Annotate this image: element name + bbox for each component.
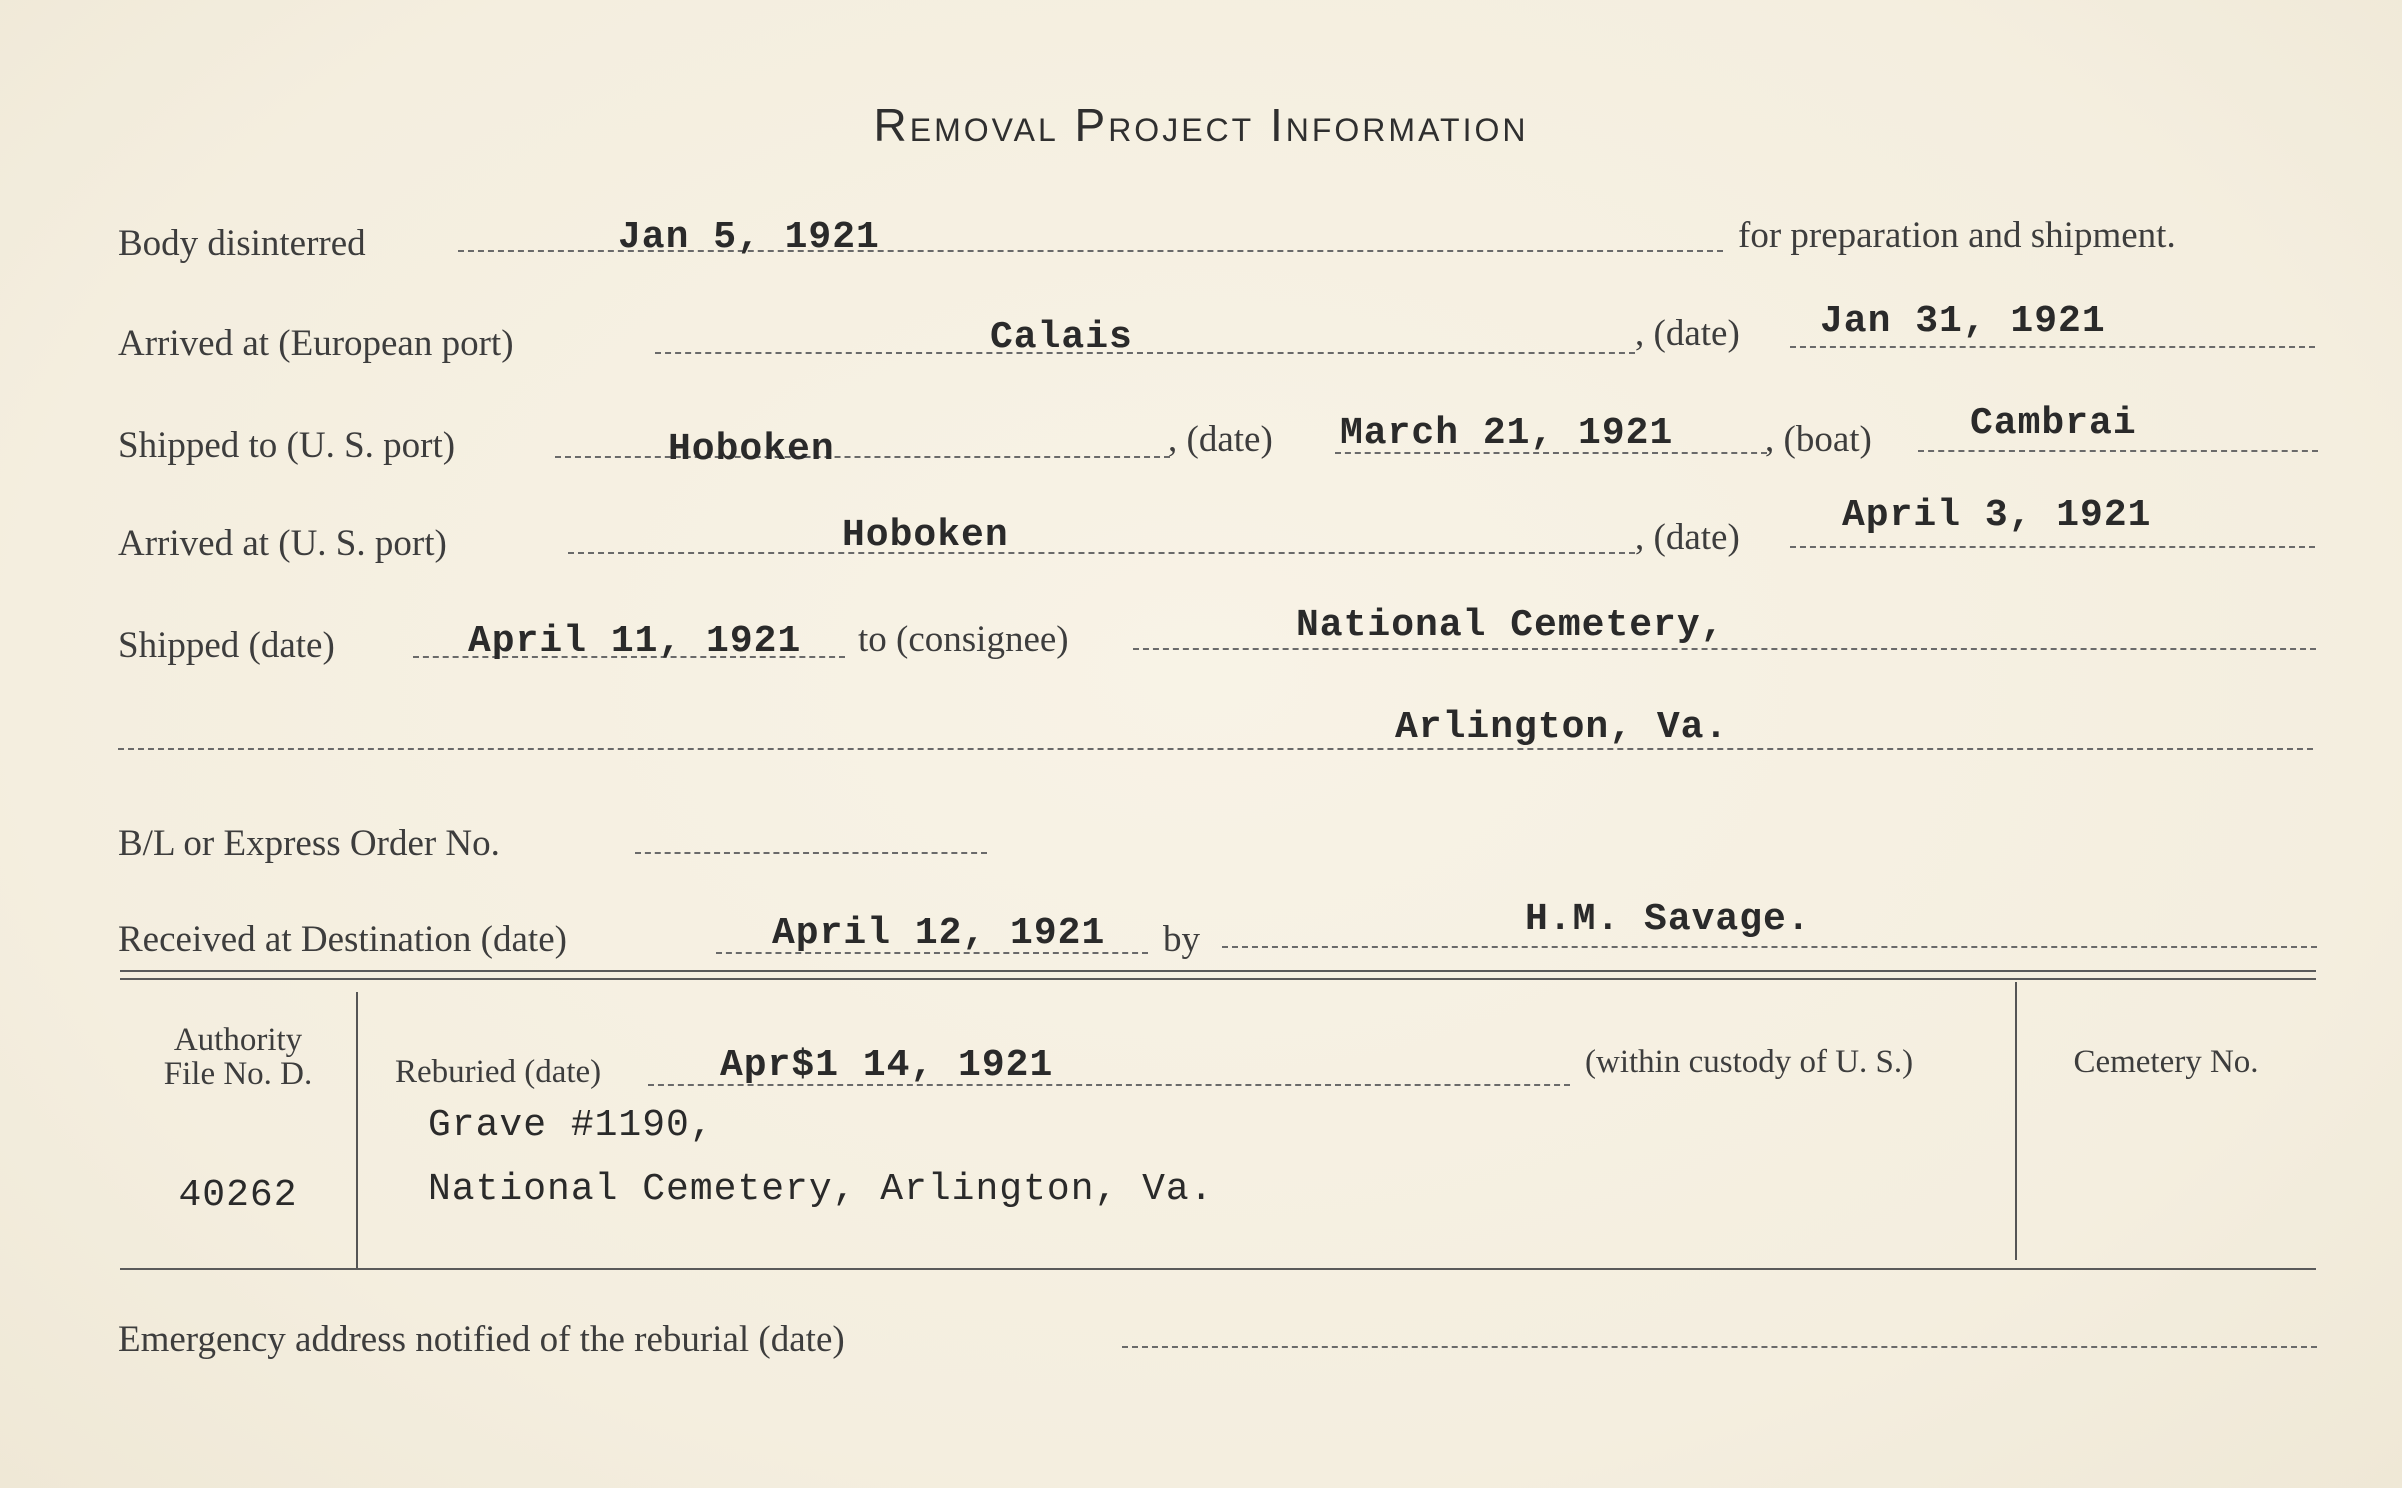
shipped-us-port: Hoboken [668, 428, 835, 471]
consignee-line-1 [1133, 648, 2316, 650]
authority-file-no: 40262 [178, 1174, 298, 1217]
arrived-us-port-line [568, 552, 1635, 554]
consignee-line-2 [118, 748, 2313, 750]
reburied-label: Reburied (date) [395, 1054, 602, 1090]
consignee-label: to (consignee) [858, 619, 1069, 660]
shipped-us-date: March 21, 1921 [1340, 412, 1674, 455]
shipped-us-boat-line [1918, 450, 2318, 452]
received-by: H.M. Savage. [1525, 898, 1811, 941]
shipped-us-label: Shipped to (U. S. port) [118, 425, 456, 466]
emergency-line [1122, 1346, 2317, 1348]
shipped-us-boat: Cambrai [1970, 402, 2137, 445]
arrived-european-date-label: , (date) [1635, 313, 1740, 354]
box-top-rule-2 [120, 978, 2316, 980]
card-title: Removal Project Information [873, 99, 1529, 151]
shipped-us-date-label: , (date) [1168, 419, 1273, 460]
received-by-line [1222, 946, 2317, 948]
bl-line [635, 852, 987, 854]
arrived-us-date-label: , (date) [1635, 517, 1740, 558]
box-divider-left [356, 992, 358, 1268]
grave-line-1: Grave #1190, [428, 1104, 714, 1147]
shipped-date: April 11, 1921 [468, 620, 802, 663]
box-top-rule-1 [120, 970, 2316, 972]
received-by-label: by [1163, 919, 1200, 960]
box-divider-right [2015, 982, 2017, 1260]
disinterred-date: Jan 5, 1921 [618, 216, 880, 259]
authority-label-2: File No. D. [163, 1056, 313, 1092]
disinterred-suffix: for preparation and shipment. [1738, 215, 2176, 256]
grave-line-2: National Cemetery, Arlington, Va. [428, 1168, 1214, 1211]
arrived-european-date: Jan 31, 1921 [1820, 300, 2106, 343]
shipped-us-boat-label: , (boat) [1765, 419, 1872, 460]
received-date: April 12, 1921 [772, 912, 1106, 955]
disinterred-label: Body disinterred [118, 223, 366, 264]
consignee-line1: National Cemetery, [1296, 604, 1725, 647]
received-label: Received at Destination (date) [118, 919, 567, 960]
reburied-date: Apr$1 14, 1921 [720, 1044, 1054, 1087]
authority-label-1: Authority [173, 1022, 303, 1058]
bl-label: B/L or Express Order No. [118, 823, 500, 864]
arrived-european-label: Arrived at (European port) [118, 323, 514, 364]
consignee-line2: Arlington, Va. [1395, 706, 1729, 749]
arrived-us-label: Arrived at (U. S. port) [118, 523, 447, 564]
arrived-european-port-line [655, 352, 1635, 354]
box-bottom-rule [120, 1268, 2316, 1270]
arrived-us-date: April 3, 1921 [1842, 494, 2152, 537]
arrived-european-date-line [1790, 346, 2315, 348]
custody-label: (within custody of U. S.) [1585, 1044, 1914, 1080]
shipped-date-label: Shipped (date) [118, 625, 335, 666]
arrived-us-port: Hoboken [842, 514, 1009, 557]
shipped-us-port-line [555, 456, 1170, 458]
arrived-european-port: Calais [990, 316, 1133, 359]
arrived-us-date-line [1790, 546, 2315, 548]
emergency-label: Emergency address notified of the reburial (date) [118, 1319, 845, 1360]
cemetery-no-label: Cemetery No. [2073, 1044, 2259, 1080]
